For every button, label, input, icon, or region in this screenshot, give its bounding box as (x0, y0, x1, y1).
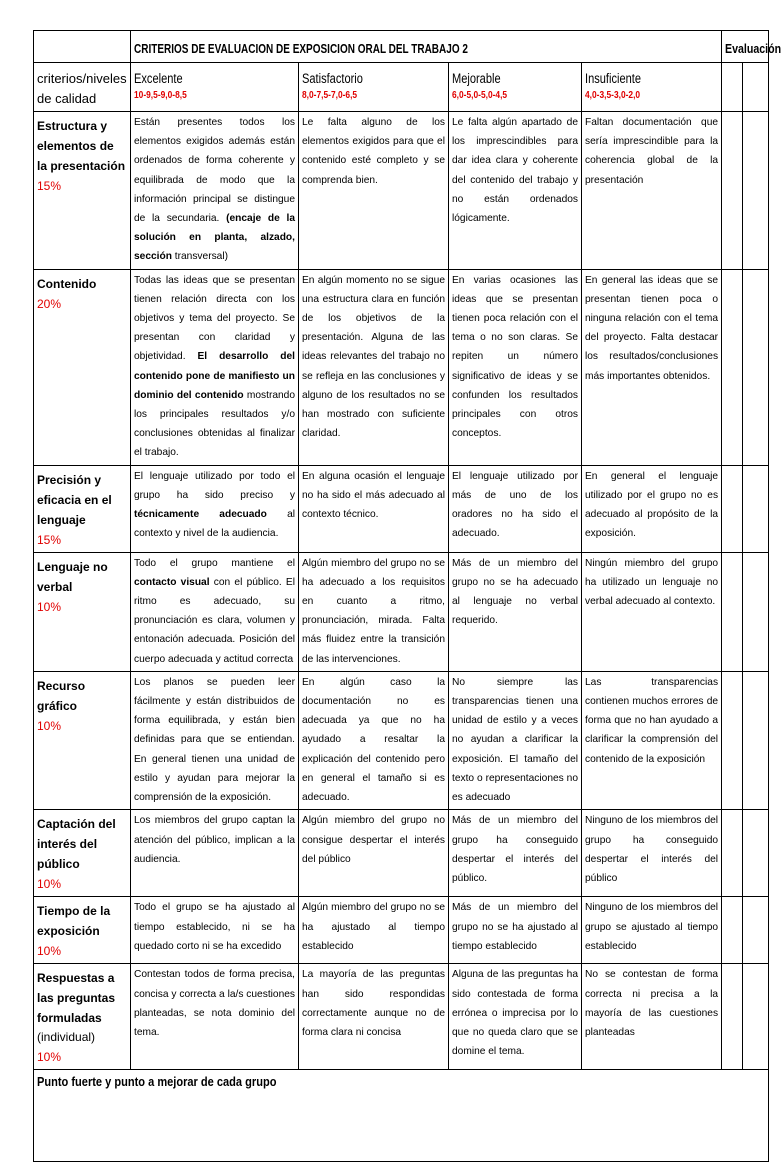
descriptor-text-part: En algún momento no se sigue una estructura clara en función de los objetivos de la presentación. Alguna de las ideas relevantes del trabajo no se refleja en las conclusiones y alguno de los resultados no se han mostrado con suficiente claridad. (302, 274, 445, 440)
descriptor-text-part: Están presentes todos los elementos exigidos además están ordenados de forma coherente y equilibrada de modo que la información principal se distingue de la secundaria. (134, 117, 295, 225)
descriptor-cell (299, 552, 449, 671)
evaluation-cell[interactable] (722, 552, 743, 671)
descriptor-cell (582, 897, 722, 964)
descriptor-text (134, 811, 295, 869)
criterion-name: Contenido (37, 276, 97, 291)
descriptor-text-part: En alguna ocasión el lenguaje no ha sido el más adecuado al contexto técnico. (302, 470, 445, 521)
descriptor-text (452, 554, 578, 631)
evaluation-cell[interactable] (743, 810, 769, 897)
descriptor-cell (582, 269, 722, 465)
evaluation-cell[interactable] (722, 269, 743, 465)
descriptor-text-part: Contestan todos de forma precisa, concisa y correcta a la/s cuestiones planteadas, se nota dominio del tema. (134, 969, 295, 1038)
descriptor-text (585, 113, 718, 190)
level-satisfactorio (299, 63, 449, 112)
descriptor-cell (131, 897, 299, 964)
evaluation-cell[interactable] (722, 897, 743, 964)
evaluation-cell[interactable] (722, 63, 743, 112)
criterion-row-tiempo (34, 897, 769, 964)
descriptor-text (585, 673, 718, 769)
criterion-name: Recurso gráfico (37, 678, 86, 713)
evaluation-cell[interactable] (743, 63, 769, 112)
criterion-cell (34, 112, 131, 270)
level-range: 8,0-7,5-7,0-6,5 (302, 89, 358, 101)
level-range: 10-9,5-9,0-8,5 (134, 89, 187, 101)
descriptor-text-part: Algún miembro del grupo no consigue despertar el interés del público (302, 815, 445, 865)
descriptor-text (452, 673, 578, 807)
corner-cell (34, 31, 131, 63)
descriptor-cell (582, 552, 722, 671)
criteria-header-cell (34, 63, 131, 112)
descriptor-text (302, 271, 445, 444)
footer-cell[interactable] (34, 1070, 769, 1162)
descriptor-text (452, 467, 578, 544)
descriptor-text (134, 965, 295, 1042)
descriptor-cell (131, 112, 299, 270)
descriptor-cell (449, 810, 582, 897)
descriptor-text (302, 113, 445, 190)
criterion-row-contenido (34, 269, 769, 465)
evaluation-cell[interactable] (743, 112, 769, 270)
title-row (34, 31, 769, 63)
descriptor-text-part: En algún caso la documentación no es adecuada ya que no ha ayudado a resaltar la explicación del contenido pero en general el tamaño si es adecuado. (302, 676, 445, 804)
descriptor-text (302, 898, 445, 956)
evaluation-cell[interactable] (743, 465, 769, 552)
descriptor-text (585, 811, 718, 888)
descriptor-cell (131, 465, 299, 552)
criterion-weight: 10% (37, 599, 62, 614)
descriptor-text-part: Algún miembro del grupo no se ha adecuado a los requisitos en cuanto a ritmo, pronunciación, mirada. Falta más fluidez entre la transición de las intervenciones. (302, 557, 445, 665)
descriptor-cell (299, 671, 449, 809)
criterion-name: Lenguaje no verbal (37, 559, 108, 594)
criterion-row-respuestas (34, 964, 769, 1070)
footer-row (34, 1070, 769, 1162)
descriptor-emphasis: (encaje de la solución en planta, alzado, sección (134, 213, 296, 263)
descriptor-text (585, 965, 718, 1042)
level-name: Excelente (134, 71, 183, 86)
evaluation-cell[interactable] (743, 269, 769, 465)
evaluation-cell[interactable] (722, 465, 743, 552)
level-mejorable (449, 63, 582, 112)
rubric-table (33, 30, 781, 1162)
descriptor-text (585, 467, 718, 544)
criterion-weight: 10% (37, 877, 62, 892)
criterion-cell (34, 671, 131, 809)
descriptor-text (585, 271, 718, 386)
descriptor-cell (582, 465, 722, 552)
level-header-row (34, 63, 769, 112)
descriptor-text (302, 467, 445, 525)
descriptor-cell (131, 964, 299, 1070)
descriptor-cell (582, 671, 722, 809)
descriptor-text (452, 271, 578, 444)
descriptor-text-part: Le falta alguno de los elementos exigidos para que el contenido esté completo y se comprenda bien. (302, 117, 445, 186)
evaluation-cell[interactable] (743, 671, 769, 809)
descriptor-text (585, 554, 718, 612)
descriptor-cell (131, 552, 299, 671)
criterion-name: Captación del interés del público (37, 817, 116, 872)
descriptor-cell (131, 269, 299, 465)
descriptor-cell (582, 112, 722, 270)
descriptor-text-part: Alguna de las preguntas ha sido contestada de forma errónea o imprecisa por lo que no queda claro que se domine el tema. (452, 969, 578, 1058)
descriptor-text-part: Ningún miembro del grupo ha utilizado un lenguaje no verbal adecuado al contexto. (585, 557, 719, 608)
descriptor-text-part: con el público. El ritmo es adecuado, su pronunciación es clara, volumen y entonación adecuada. Posición del cuerpo adecuada y actitud correcta (134, 576, 295, 665)
descriptor-text-part: Más de un miembro del grupo no se ha adecuado al lenguaje no verbal requerido. (452, 557, 578, 627)
descriptor-text-part: Todo el grupo mantiene el (134, 557, 295, 569)
level-range: 6,0-5,0-5,0-4,5 (452, 89, 508, 101)
footer-label: Punto fuerte y punto a mejorar de cada grupo (37, 1074, 277, 1090)
descriptor-text-part: Algún miembro del grupo no se ha ajustado al tiempo establecido (302, 902, 445, 952)
descriptor-emphasis: El desarrollo del contenido pone de manifiesto un dominio del contenido (134, 351, 296, 401)
descriptor-cell (299, 964, 449, 1070)
evaluation-cell[interactable] (722, 112, 743, 270)
descriptor-cell (131, 671, 299, 809)
criterion-cell (34, 552, 131, 671)
descriptor-text-part: En general las ideas que se presentan tienen poca o ninguna relación con el tema del proyecto. Falta destacar los resultados/conclusiones más importantes obtenidos. (585, 274, 719, 382)
descriptor-cell (299, 269, 449, 465)
descriptor-cell (449, 112, 582, 270)
descriptor-text (452, 113, 578, 228)
descriptor-text (134, 554, 295, 669)
descriptor-text-part: al contexto y nivel de la audiencia. (134, 509, 296, 540)
descriptor-text-part: Todo el grupo se ha ajustado al tiempo establecido, ni se ha quedado corto ni se ha excedido (134, 902, 295, 952)
descriptor-emphasis: contacto visual (134, 576, 210, 588)
descriptor-text-part: mostrando los principales resultados y/o conclusiones obtenidas al finalizar el trabajo. (134, 389, 295, 459)
descriptor-text-part: Todas las ideas que se presentan tienen relación directa con los objetivos y tema del proyecto. Se presentan con claridad y objetividad. (134, 274, 295, 363)
descriptor-text-part: En varias ocasiones las ideas que se presentan tienen poca relación con el tema o no son claras. Se repiten un número significativo de ideas y se confunden los resultados principales con otros conceptos. (452, 274, 578, 440)
descriptor-text-part: Los planos se pueden leer fácilmente y están distribuidos de forma equilibrada, y están bien definidas para que se entiendan. En general tienen una unidad de estilo y ayudan para mejorar la comprensión de la exposición. (134, 676, 295, 804)
descriptor-text (134, 271, 295, 463)
criterion-row-captacion (34, 810, 769, 897)
table-title-cell (131, 31, 722, 63)
criterion-name: Respuestas a las preguntas formuladas (37, 971, 116, 1026)
descriptor-cell (299, 810, 449, 897)
criterion-row-estructura (34, 112, 769, 270)
descriptor-emphasis: técnicamente adecuado (134, 509, 267, 521)
descriptor-text (302, 811, 445, 869)
descriptor-text-part: El lenguaje utilizado por todo el grupo ha sido preciso y (134, 470, 295, 501)
evaluation-header: Evaluación (725, 42, 781, 56)
descriptor-cell (299, 465, 449, 552)
descriptor-text-part: transversal) (171, 251, 228, 263)
criterion-weight: 10% (37, 718, 62, 733)
criterion-name: Precisión y eficacia en el lenguaje (37, 472, 112, 527)
descriptor-text-part: Los miembros del grupo captan la atención del público, implican a la audiencia. (134, 815, 295, 865)
descriptor-text-part: Ninguno de los miembros del grupo ha conseguido despertar el interés del público (585, 815, 719, 884)
descriptor-text (134, 673, 295, 807)
descriptor-text (585, 898, 718, 956)
descriptor-cell (449, 552, 582, 671)
descriptor-text (302, 965, 445, 1042)
level-name: Mejorable (452, 71, 501, 86)
criterion-cell (34, 810, 131, 897)
level-name: Insuficiente (585, 71, 642, 86)
descriptor-text-part: La mayoría de las preguntas han sido respondidas correctamente aunque no de forma clara ni concisa (302, 969, 445, 1038)
criterion-weight: 15% (37, 179, 62, 193)
descriptor-cell (299, 897, 449, 964)
evaluation-cell[interactable] (743, 964, 769, 1070)
evaluation-header-cell (722, 31, 781, 63)
descriptor-text-part: Ninguno de los miembros del grupo se ajustado al tiempo establecido (585, 902, 719, 952)
level-name: Satisfactorio (302, 71, 363, 86)
descriptor-text (134, 898, 295, 956)
criterion-cell (34, 465, 131, 552)
descriptor-cell (449, 269, 582, 465)
descriptor-text-part: No siempre las transparencias tienen una unidad de estilo y a veces no ayudan a clarificar la exposición. El tamaño del texto o representaciones no es adecuado (452, 676, 578, 804)
criterion-note: (individual) (37, 1030, 96, 1045)
descriptor-cell (449, 897, 582, 964)
criterion-weight: 10% (37, 944, 62, 959)
descriptor-text-part: Le falta algún apartado de los imprescindibles para dar idea clara y coherente del contenido del trabajo y no están ordenados lógicamente. (452, 117, 578, 225)
criterion-row-recurso-grafico (34, 671, 769, 809)
level-range: 4,0-3,5-3,0-2,0 (585, 89, 641, 101)
descriptor-cell (582, 810, 722, 897)
criterion-cell (34, 897, 131, 964)
evaluation-cell[interactable] (743, 552, 769, 671)
descriptor-text (134, 113, 295, 267)
descriptor-cell (582, 964, 722, 1070)
criterion-name: Estructura y elementos de la presentación (37, 119, 126, 173)
descriptor-text (452, 898, 578, 956)
descriptor-text-part: El lenguaje utilizado por más de uno de los oradores no ha sido el adecuado. (452, 470, 578, 540)
criterion-weight: 20% (37, 296, 62, 311)
evaluation-cell[interactable] (743, 897, 769, 964)
criteria-header: criterios/niveles de calidad (37, 71, 127, 106)
level-insuficiente (582, 63, 722, 112)
evaluation-cell[interactable] (722, 671, 743, 809)
level-excelente (131, 63, 299, 112)
descriptor-text (302, 673, 445, 807)
descriptor-text-part: No se contestan de forma correcta ni precisa a la mayoría de las cuestiones planteadas (585, 969, 719, 1038)
evaluation-cell[interactable] (722, 810, 743, 897)
descriptor-text-part: En general el lenguaje utilizado por el grupo no es adecuado al propósito de la exposición. (585, 470, 719, 540)
descriptor-text-part: Las transparencias contienen muchos errores de forma que no han ayudado a clarificar la comprensión del contenido de la exposición (585, 676, 719, 765)
descriptor-text (302, 554, 445, 669)
criterion-row-lenguaje-no-verbal (34, 552, 769, 671)
descriptor-cell (449, 465, 582, 552)
descriptor-text (452, 811, 578, 888)
descriptor-text-part: Más de un miembro del grupo ha conseguido despertar el interés del público. (452, 815, 578, 884)
descriptor-cell (299, 112, 449, 270)
criterion-cell (34, 269, 131, 465)
criterion-name: Tiempo de la exposición (37, 904, 111, 939)
criterion-row-precision (34, 465, 769, 552)
criterion-weight: 15% (37, 532, 62, 547)
descriptor-cell (449, 964, 582, 1070)
descriptor-cell (131, 810, 299, 897)
evaluation-cell[interactable] (722, 964, 743, 1070)
descriptor-text-part: Más de un miembro del grupo no se ha ajustado al tiempo establecido (452, 902, 578, 952)
descriptor-text (134, 467, 295, 544)
criterion-weight: 10% (37, 1050, 62, 1065)
descriptor-text-part: Faltan documentación que sería imprescindible para la coherencia global de la presentación (585, 117, 719, 186)
table-title: CRITERIOS DE EVALUACION DE EXPOSICION ORAL DEL TRABAJO 2 (134, 42, 468, 56)
descriptor-cell (449, 671, 582, 809)
descriptor-text (452, 965, 578, 1061)
criterion-cell (34, 964, 131, 1070)
